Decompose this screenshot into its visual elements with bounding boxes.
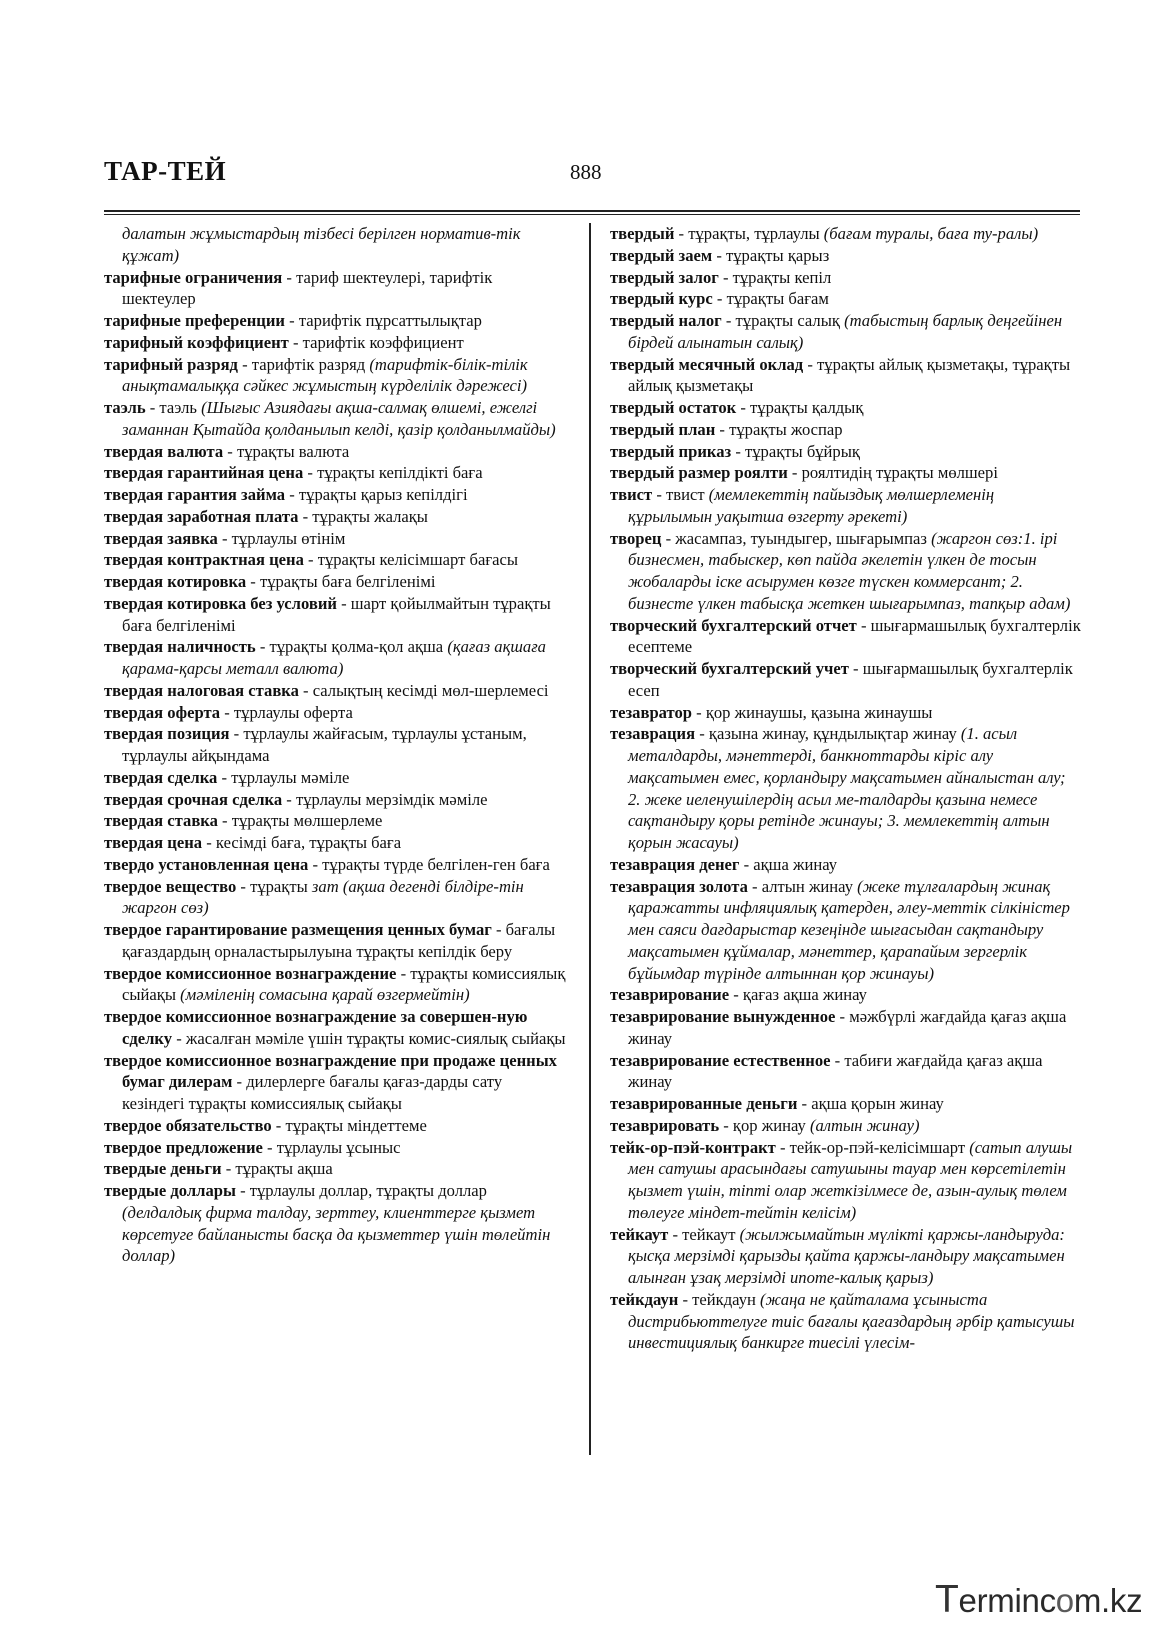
entry-term: твердая котировка (104, 572, 247, 591)
dictionary-entry (610, 484, 1082, 528)
entry-term: твердый заем (610, 245, 713, 265)
dictionary-entry (610, 876, 1082, 985)
entry-definition: - бағалы қағаздардың орналастырылуына тұрақты кепілдік беру (122, 920, 556, 961)
dictionary-entry (104, 310, 568, 332)
entry-note: (жаңа не қайталама ұсыныста дистрибьюттелуге тиіс бағалы қағаздардың әрбір қатысушы инвестициялық банкирге тиесілі үлесім- (628, 1289, 1075, 1353)
page-header-title: ТАР-ТЕЙ (104, 156, 227, 186)
entry-term: твердая цена (104, 833, 203, 852)
entry-term: твердая срочная сделка (104, 789, 283, 809)
column-divider (589, 223, 591, 1455)
dictionary-entry (610, 354, 1082, 398)
dictionary-entry (104, 767, 568, 789)
dictionary-entry (610, 397, 1082, 419)
entry-term: твердый налог (610, 311, 722, 330)
entry-definition: - дилерлерге бағалы қағаз-дарды сату кезіндегі тұрақты комиссиялық сыйақы (122, 1072, 503, 1113)
entry-definition: - табиғи жағдайда қағаз ақша жинау (628, 1050, 1043, 1092)
dictionary-entry (610, 310, 1082, 354)
dictionary-entry (104, 680, 568, 702)
entry-definition: - тұрақты қолма-қол ақша (255, 637, 448, 657)
dictionary-entry (104, 593, 568, 637)
entry-note: зат (ақша дегенді білдіре-тін жаргон сөз) (122, 876, 524, 918)
entry-definition: - тұрлаулы доллар, тұрақты доллар (235, 1181, 487, 1200)
entry-definition: - тұрақты түрде белгілен-ген баға (308, 854, 550, 874)
entry-term: твердая котировка без условий (104, 593, 337, 613)
left-column (104, 223, 568, 1267)
entry-term: твердый остаток (610, 398, 737, 417)
entry-definition: - тұрақты жоспар (715, 419, 843, 439)
entry-definition: - шығармашылық бухгалтерлік есептеме (628, 615, 1081, 657)
entry-term: тарифные преференции (104, 311, 285, 330)
entry-definition: - тұрақты ақша (221, 1159, 333, 1179)
dictionary-entry (104, 919, 568, 963)
entry-definition: - мәжбүрлі жағдайда қағаз ақша жинау (628, 1007, 1067, 1048)
dictionary-entry (104, 528, 568, 550)
entry-term: твердое гарантирование размещения ценных бумаг (104, 920, 492, 939)
entry-term: тезаврированные деньги (610, 1094, 798, 1113)
entry-term: тезаврирование естественное (610, 1050, 831, 1070)
dictionary-entry (104, 963, 568, 1007)
entry-term: творческий бухгалтерский отчет (610, 615, 857, 635)
dictionary-entry (610, 288, 1082, 310)
entry-note: (тарифтік-білік-тілік анықтамалыққа сәйкес жұмыстың күрделілік дәрежесі) (122, 354, 528, 396)
entry-definition: - тұрақты кепілдікті баға (303, 463, 483, 483)
dictionary-entry (610, 984, 1082, 1006)
entry-note: (1. асыл металдарды, мәнеттерді, банкноттарды кіріс алу мақсатымен емес, қорландыру мақсатымен айналыстан алу; 2. жеке иеленушілердің асыл ме-талдарды қазына немесе сақтандыру қоры ретінде жинауы; 3. мемлекеттің алтын қорын жасауы) (628, 724, 1066, 852)
entry-definition: - алтын жинау (747, 876, 858, 896)
entry-term: творческий бухгалтерский учет (610, 659, 849, 678)
dictionary-entry (610, 854, 1082, 876)
dictionary-entry (104, 1006, 568, 1050)
entry-term: тезаврация денег (610, 854, 740, 874)
entry-term: твердый месячный оклад (610, 354, 804, 374)
dictionary-entry (610, 615, 1082, 659)
entry-definition: - тарифтік разряд (237, 354, 370, 374)
dictionary-entry (104, 397, 568, 441)
dictionary-entry (104, 462, 568, 484)
entry-term: твердо установленная цена (104, 854, 309, 874)
entry-term: тезавратор (610, 702, 692, 722)
dictionary-entry (104, 1137, 568, 1159)
dictionary-entry (104, 332, 568, 354)
entry-term: твердое комиссионное вознаграждение за совершен-ную сделку (104, 1007, 528, 1048)
entry-term: твердая валюта (104, 441, 224, 461)
entry-note: (сатып алушы мен сатушы арасындағы сатушыны тауар мен көрсетілетін қызмет үшін, тіпті олар жеткізілмесе де, азын-аулық төлем төлеуге міндет-тейтін келісім) (628, 1137, 1073, 1222)
entry-term: твердая позиция (104, 724, 230, 744)
entry-definition: - тұрлаулы мерзімдік мәміле (282, 789, 488, 809)
dictionary-entry (104, 571, 568, 593)
entry-definition: - қор жинау (719, 1115, 810, 1135)
entry-definition: - тұрақты кепіл (718, 267, 832, 287)
entry-note: (делдалдық фирма талдау, зерттеу, клиенттерге қызмет көрсетуге байланысты басқа да қызметтер үшін төлейтін доллар) (122, 1202, 551, 1266)
entry-definition: - таэль (145, 398, 202, 417)
dictionary-entry (104, 702, 568, 724)
entry-term: твердая оферта (104, 702, 221, 722)
entry-term: тарифный коэффициент (104, 332, 289, 352)
entry-term: твердое вещество (104, 876, 237, 896)
entry-term: твердый залог (610, 267, 719, 287)
dictionary-entry (104, 1115, 568, 1137)
entry-term: твердое предложение (104, 1137, 263, 1157)
entry-term: твердая налоговая ставка (104, 680, 299, 700)
entry-note: (мәміленің сомасына қарай өзгермейтін) (180, 985, 470, 1005)
entry-definition: - тұрлаулы жайғасым, тұрлаулы ұстаным, тұрлаулы айқындама (122, 724, 527, 765)
entry-definition: - жасалған мәміле үшін тұрақты комис-сиялық сыйақы (172, 1028, 566, 1048)
entry-definition: - тұрақты (236, 876, 312, 896)
entry-term: твердые доллары (104, 1181, 236, 1200)
dictionary-entry (104, 1158, 568, 1180)
entry-definition: - тұрақты мөлшерлеме (217, 811, 383, 831)
terminkom-logo: Termincom.kz (935, 1578, 1143, 1621)
dictionary-entry (610, 245, 1082, 267)
entry-note: (жаргон сөз:1. ірі бизнесмен, табыскер, көп пайда әкелетін үлкен де тосын жобаларды іске асырумен көзге түскен коммерсант; 2. бизнесте үлкен табысқа жеткен шығарымпаз, тапқыр адам) (628, 528, 1071, 613)
entry-term: твердое обязательство (104, 1115, 272, 1135)
entry-term: твердый (610, 224, 675, 243)
entry-definition: - тұрақты бағам (712, 289, 829, 309)
entry-term: тезаврировать (610, 1115, 720, 1135)
dictionary-entry (610, 462, 1082, 484)
entry-term: тезаврация золота (610, 876, 748, 896)
entry-definition: - тұрақты бұйрық (731, 441, 860, 461)
entry-term: твист (610, 485, 653, 504)
entry-definition: - тұрақты келісімшарт бағасы (303, 550, 519, 570)
dictionary-entry (104, 549, 568, 571)
entry-term: твердые деньги (104, 1159, 222, 1179)
entry-term: твердый размер роялти (610, 463, 788, 483)
dictionary-entry (104, 789, 568, 811)
entry-definition: - тұрақты қарыз кепілдігі (285, 485, 468, 504)
entry-term: твердая сделка (104, 767, 218, 787)
entry-term: твердая гарантийная цена (104, 463, 304, 483)
entry-definition: - тұрақты қарыз (712, 245, 830, 265)
entry-note: (жылжымайтын мүлікті қаржы-ландыруда: қысқа мерзімді қарызды қайта қаржы-ландыру мақсатымен алынған ұзақ мерзімді ипоте-калық қарыз) (628, 1224, 1065, 1287)
dictionary-entry (610, 1224, 1082, 1289)
dictionary-entry (610, 658, 1082, 702)
entry-note: далатын жұмыстардың тізбесі берілген норматив-тік құжат) (122, 224, 521, 265)
header-rule-thin (104, 214, 1080, 215)
dictionary-entry (104, 441, 568, 463)
entry-note: (Шығыс Азиядағы ақша-салмақ өлшемі, ежелгі заманнан Қытайда қолданылып келді, қазір қолданылмайды) (122, 398, 556, 439)
dictionary-entry (104, 267, 568, 311)
dictionary-entry (610, 419, 1082, 441)
dictionary-entry (104, 636, 568, 680)
entry-term: твердая наличность (104, 637, 256, 657)
entry-definition: - қағаз ақша жинау (729, 985, 867, 1005)
dictionary-entry (104, 506, 568, 528)
entry-term: твердая гарантия займа (104, 485, 286, 504)
entry-definition: - тейкдаун (678, 1289, 761, 1309)
entry-definition: - тұрлаулы өтінім (217, 528, 346, 548)
entry-note: (алтын жинау) (809, 1115, 920, 1135)
entry-definition: - тұрақты валюта (223, 441, 350, 461)
dictionary-entry (610, 1115, 1082, 1137)
dictionary-entry (610, 723, 1082, 854)
entry-term: твердый приказ (610, 441, 732, 461)
entry-term: твердая контрактная цена (104, 550, 304, 570)
dictionary-entry (610, 223, 1082, 245)
entry-note: (мемлекеттің пайыздық мөлшерлеменің құрылымын уақытша өзгерту әрекеті) (628, 485, 995, 526)
dictionary-entry (610, 702, 1082, 724)
entry-definition: - тұрақты салық (721, 311, 845, 330)
entry-definition: - тұрақты қалдық (736, 398, 864, 417)
dictionary-entry (610, 1050, 1082, 1094)
entry-definition: - тұрақты айлық қызметақы, тұрақты айлық қызметақы (628, 354, 1071, 396)
entry-term: таэль (104, 398, 146, 417)
entry-definition: - тұрақты баға белгіленімі (246, 572, 436, 591)
entry-term: твердое комиссионное вознаграждение при продаже ценных бумаг дилерам (104, 1050, 557, 1092)
entry-definition: - тұрлаулы ұсыныс (262, 1137, 401, 1157)
entry-note: (бағам туралы, баға ту-ралы) (823, 224, 1039, 243)
entry-definition: - қазына жинау, құндылықтар жинау (695, 724, 961, 744)
entry-definition: - тұрақты, тұрлаулы (674, 224, 824, 243)
entry-definition: - ақша қорын жинау (797, 1094, 944, 1113)
entry-term: творец (610, 528, 662, 548)
dictionary-entry (104, 484, 568, 506)
entry-definition: - шығармашылық бухгалтерлік есеп (628, 659, 1073, 700)
entry-term: тарифные ограничения (104, 267, 283, 287)
entry-definition: - тарифтік пұрсаттылықтар (285, 311, 482, 330)
dictionary-entry (610, 1289, 1082, 1354)
entry-note: (жеке тұлғалардың жинақ қаражатты инфляциялық қатерден, әлеу-меттік сілкіністер мен саяси дағдарыстар кезеңінде шығасыдан сақтандыру мақсатымен құймалар, мәнеттер, қарапайым зергерлік бұйымдар түрінде алтыннан қор жинауы) (628, 876, 1070, 983)
dictionary-entry (610, 1006, 1082, 1050)
entry-term: твердый курс (610, 289, 713, 309)
dictionary-entry (104, 723, 568, 767)
entry-definition: - қор жинаушы, қазына жинаушы (692, 702, 933, 722)
entry-term: тейкдаун (610, 1289, 679, 1309)
dictionary-entry (610, 441, 1082, 463)
dictionary-entry (610, 1137, 1082, 1224)
header-rule-thick (104, 210, 1080, 212)
dictionary-entry (104, 354, 568, 398)
entry-term: твердый план (610, 419, 716, 439)
entry-definition: - тейк-ор-пэй-келісімшарт (775, 1137, 970, 1157)
entry-definition: - тұрлаулы мәміле (217, 767, 350, 787)
dictionary-entry (104, 1050, 568, 1115)
entry-definition: - роялтидің тұрақты мөлшері (787, 463, 998, 483)
entry-definition: - ақша жинау (739, 854, 838, 874)
entry-definition: - салықтың кесімді мөл-шерлемесі (298, 680, 549, 700)
entry-definition: - тұрақты жалақы (298, 506, 428, 526)
dictionary-entry (104, 223, 568, 267)
dictionary-entry (610, 1093, 1082, 1115)
entry-term: тейкаут (610, 1224, 669, 1244)
entry-definition: - жасампаз, туындыгер, шығарымпаз (661, 528, 932, 548)
entry-term: тезаврация (610, 724, 696, 744)
entry-term: тейк-ор-пэй-контракт (610, 1137, 776, 1157)
entry-definition: - кесімді баға, тұрақты баға (202, 833, 402, 852)
right-column (610, 223, 1082, 1354)
dictionary-entry (610, 267, 1082, 289)
entry-term: твердая заработная плата (104, 506, 299, 526)
dictionary-entry (104, 854, 568, 876)
entry-definition: - тейкаут (668, 1224, 740, 1244)
entry-definition: - тұрақты комиссиялық сыйақы (122, 963, 566, 1005)
dictionary-entry (104, 832, 568, 854)
entry-definition: - тарифтік коэффициент (288, 332, 464, 352)
dictionary-entry (104, 1180, 568, 1267)
entry-note: (табыстың барлық деңгейінен бірдей алынатын салық) (628, 311, 1063, 352)
entry-term: тезаврирование вынужденное (610, 1007, 836, 1026)
dictionary-entry (104, 810, 568, 832)
page-number: 888 (570, 160, 602, 184)
entry-term: твердая ставка (104, 811, 218, 831)
dictionary-entry (104, 876, 568, 920)
entry-term: тезаврирование (610, 985, 730, 1005)
entry-term: твердая заявка (104, 528, 218, 548)
entry-term: твердое комиссионное вознаграждение (104, 963, 397, 983)
entry-definition: - твист (652, 485, 709, 504)
entry-definition: - тұрлаулы оферта (220, 702, 353, 722)
entry-term: тарифный разряд (104, 354, 238, 374)
dictionary-entry (610, 528, 1082, 615)
entry-definition: - тұрақты міндеттеме (271, 1115, 427, 1135)
entry-definition: - тариф шектеулері, тарифтік шектеулер (122, 267, 493, 309)
entry-note: (қағаз ақшаға қарама-қарсы металл валюта) (122, 637, 546, 678)
entry-definition: - шарт қойылмайтын тұрақты баға белгіленімі (122, 593, 551, 635)
